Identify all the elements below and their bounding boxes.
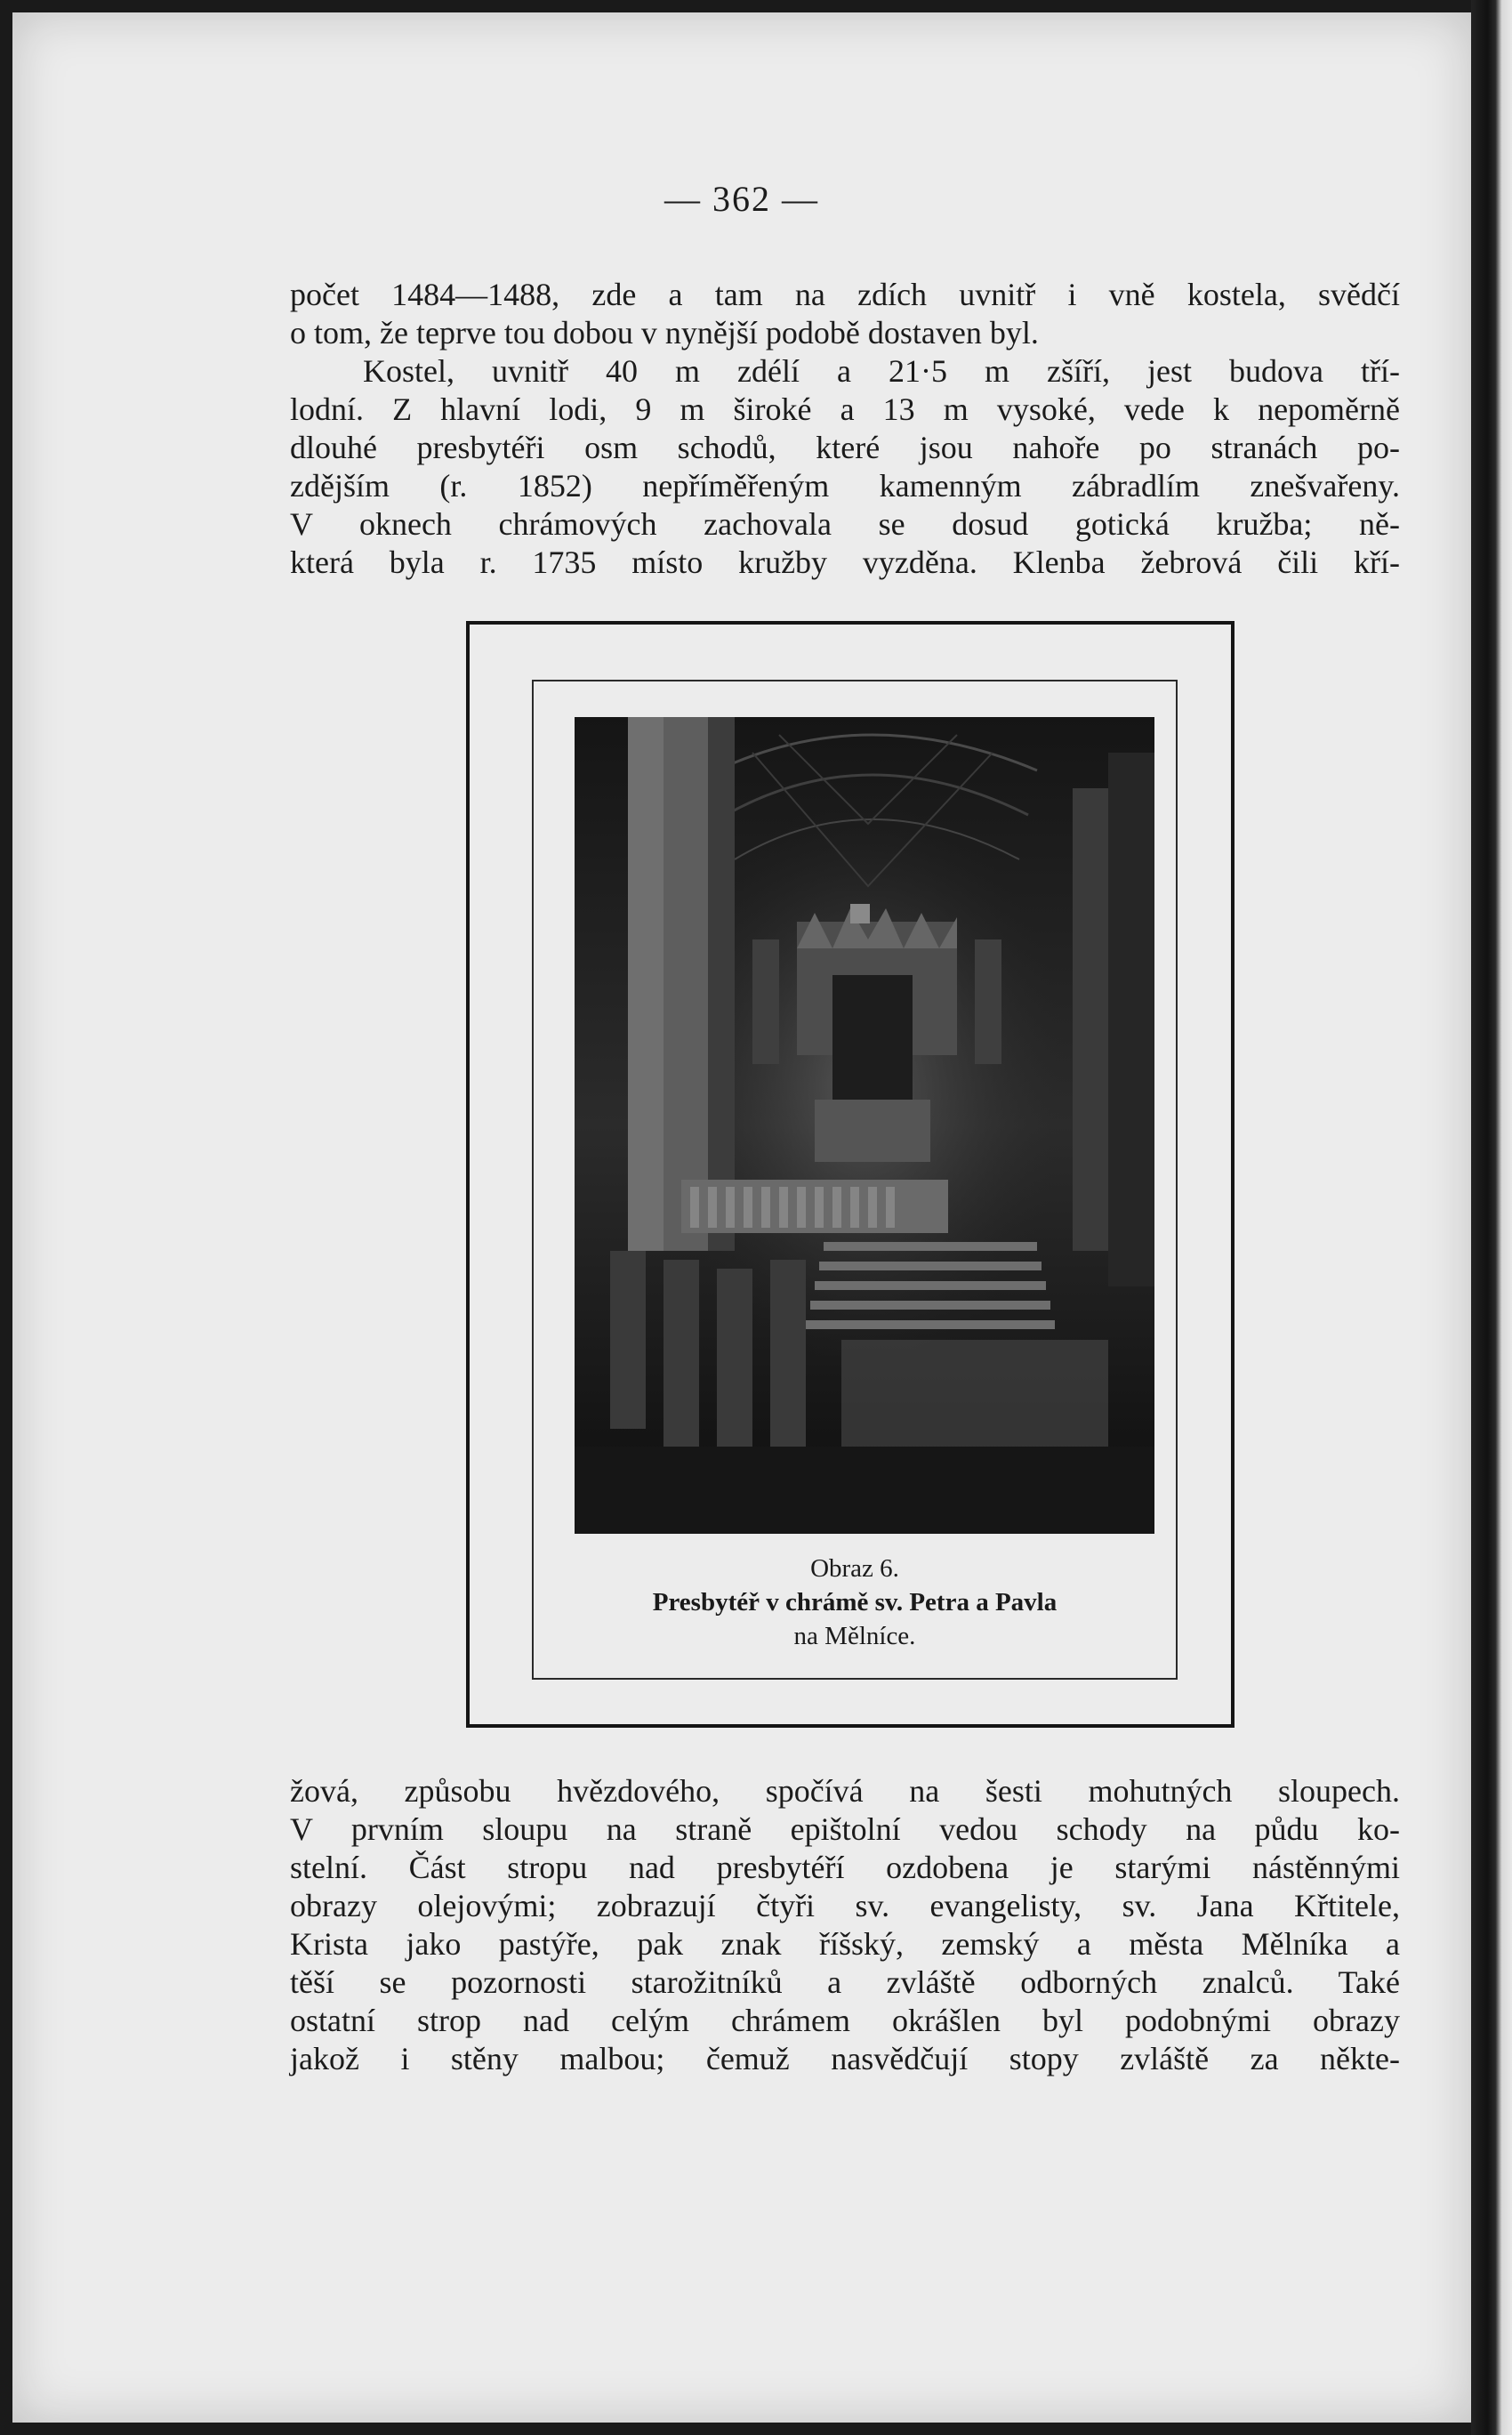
text-line: V oknech chrámových zachovala se dosud gotická kružba; ně- [290,506,1400,542]
text-line: počet 1484—1488, zde a tam na zdích uvnitř i vně kostela, svědčí [290,277,1400,312]
scan-edge [1471,0,1512,2435]
caption-figure-number: Obraz 6. [810,1554,899,1583]
figure-caption [534,1552,1176,1653]
church-presbytery-photo [575,717,1154,1534]
text-line: Krista jako pastýře, pak znak říšský, zemský a města Mělníka a [290,1926,1400,1962]
caption-location: na Mělníce. [793,1622,916,1650]
text-line: žová, způsobu hvězdového, spočívá na šesti mohutných sloupech. [290,1773,1400,1809]
figure-frame [466,621,1235,1728]
figure-inner-frame [532,680,1178,1680]
text-line: V prvním sloupu na straně epištolní vedou schody na půdu ko- [290,1811,1400,1847]
text-line: dlouhé presbytéři osm schodů, které jsou nahoře po stranách po- [290,430,1400,465]
text-line: zdějším (r. 1852) nepříměřeným kamenným zábradlím znešvařeny. [290,468,1400,504]
page-number: — 362 — [664,179,819,219]
text-line: obrazy olejovými; zobrazují čtyři sv. evangelisty, sv. Jana Křtitele, [290,1888,1400,1923]
text-line: která byla r. 1735 místo kružby vyzděna. Klenba žebrová čili kří- [290,544,1400,580]
text-line: těší se pozornosti starožitníků a zvláště odborných znalců. Také [290,1964,1400,2000]
paragraph-top [290,276,1400,582]
text-line: o tom, že teprve tou dobou v nynější podobě dostaven byl. [290,315,1039,351]
text-line: stelní. Část stropu nad presbytéří ozdobena je starými nástěnnými [290,1850,1400,1885]
caption-title: Presbytéř v chrámě sv. Petra a Pavla [652,1588,1058,1617]
text-line: Kostel, uvnitř 40 m zdélí a 21·5 m zšíří, jest budova tří- [363,353,1400,389]
paragraph-bottom [290,1772,1400,2078]
book-page [12,12,1471,2423]
text-line: lodní. Z hlavní lodi, 9 m široké a 13 m vysoké, vede k nepoměrně [290,391,1400,427]
text-line: jakož i stěny malbou; čemuž nasvědčují stopy zvláště za někte- [290,2041,1400,2076]
text-line: ostatní strop nad celým chrámem okrášlen byl podobnými obrazy [290,2003,1400,2038]
